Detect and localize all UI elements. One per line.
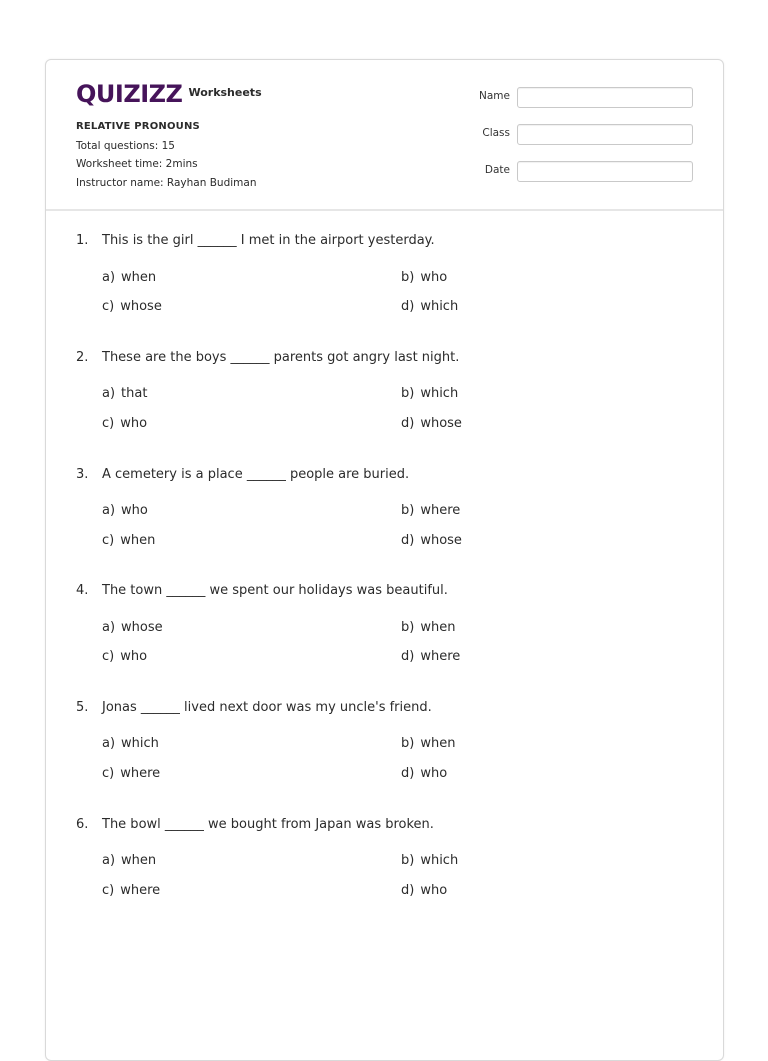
worksheet-meta: [76, 118, 256, 192]
question-number: 6.: [76, 817, 89, 832]
option-d[interactable]: d) who: [401, 883, 448, 898]
name-label: Name: [479, 90, 510, 102]
option-d[interactable]: d) whose: [401, 533, 462, 548]
worksheet-title: RELATIVE PRONOUNS: [76, 121, 200, 132]
question-text: These are the boys ______ parents got angry last night.: [102, 350, 460, 365]
question-text: The town ______ we spent our holidays was beautiful.: [102, 583, 448, 598]
question-text: A cemetery is a place ______ people are buried.: [102, 467, 410, 482]
logo-wordmark: QUIZIZZ: [76, 80, 183, 108]
question-text: The bowl ______ we bought from Japan was broken.: [102, 817, 434, 832]
question-number: 2.: [76, 350, 89, 365]
question-number: 3.: [76, 467, 89, 482]
date-label: Date: [484, 164, 510, 176]
option-b[interactable]: b) where: [401, 503, 461, 518]
option-d[interactable]: d) who: [401, 766, 448, 781]
option-a[interactable]: a) which: [102, 736, 159, 751]
option-b[interactable]: b) when: [401, 620, 456, 635]
date-field[interactable]: [517, 161, 693, 182]
option-c[interactable]: c) when: [102, 533, 156, 548]
class-field[interactable]: [517, 124, 693, 145]
option-d[interactable]: d) which: [401, 299, 459, 314]
option-c[interactable]: c) who: [102, 416, 148, 431]
worksheet-card: [45, 59, 724, 1061]
option-b[interactable]: b) which: [401, 853, 459, 868]
option-c[interactable]: c) where: [102, 766, 161, 781]
question-text: Jonas ______ lived next door was my uncle's friend.: [102, 700, 432, 715]
instructor-name: Instructor name: Rayhan Budiman: [76, 176, 257, 189]
total-questions: Total questions: 15: [76, 139, 175, 152]
option-c[interactable]: c) whose: [102, 299, 162, 314]
quizizz-logo: [76, 80, 262, 108]
option-c[interactable]: c) who: [102, 649, 148, 664]
name-field[interactable]: [517, 87, 693, 108]
option-d[interactable]: d) where: [401, 649, 461, 664]
option-c[interactable]: c) where: [102, 883, 161, 898]
class-label: Class: [482, 127, 510, 139]
worksheet-header: [46, 60, 723, 211]
option-a[interactable]: a) when: [102, 270, 157, 285]
option-b[interactable]: b) which: [401, 386, 459, 401]
option-b[interactable]: b) when: [401, 736, 456, 751]
option-a[interactable]: a) who: [102, 503, 148, 518]
question-text: This is the girl ______ I met in the airport yesterday.: [102, 233, 435, 248]
option-a[interactable]: a) when: [102, 853, 157, 868]
option-a[interactable]: a) whose: [102, 620, 163, 635]
worksheet-time: Worksheet time: 2mins: [76, 158, 198, 170]
option-a[interactable]: a) that: [102, 386, 148, 401]
product-name: Worksheets: [188, 86, 262, 99]
question-number: 5.: [76, 700, 89, 715]
option-d[interactable]: d) whose: [401, 416, 462, 431]
question-number: 4.: [76, 583, 89, 598]
option-b[interactable]: b) who: [401, 270, 448, 285]
question-number: 1.: [76, 233, 89, 248]
